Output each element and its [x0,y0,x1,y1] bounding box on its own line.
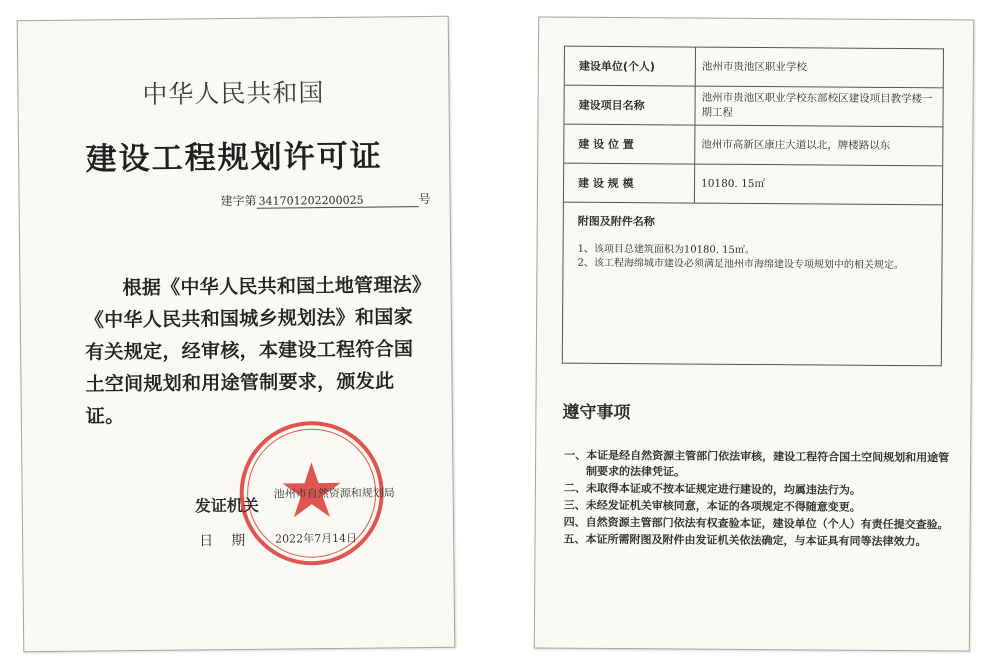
attachment-item: 2、该工程海绵城市建设必须满足池州市海绵建设专项规划中的相关规定。 [577,257,904,272]
certificate-body-text: 根据《中华人民共和国土地管理法》《中华人民共和国城乡规划法》和国家有关规定，经审核，本建设工程符合国土空间规划和用途管制要求，颁发此证。 [84,274,422,428]
notice-list [563,448,954,552]
row-value: 10180. 15㎡ [694,164,942,205]
notice-text: 本证所需附图及附件由发证机关依法确定，与本证具有同等法律效力。 [585,532,927,549]
number-prefix: 建字第 [220,193,257,209]
table-row [564,46,943,88]
attachment-row [562,202,942,366]
number-suffix: 号 [418,191,431,207]
permit-front-page [17,16,456,652]
notice-index: 四、 [563,515,586,529]
list-item [564,498,954,517]
row-value: 池州市贵池区职业学校东部校区建设项目教学楼一期工程 [695,86,943,127]
row-label: 建设单位(个人) [564,46,695,86]
list-item [564,448,954,483]
attachment-item: 1、该项目总建筑面积为10180. 15㎡。 [577,243,755,257]
notice-index: 一、 [564,448,587,462]
permit-details-page [534,16,974,651]
issuer-name: 池州市自然资源和规划局 [273,486,395,501]
row-label: 建 设 位 置 [564,124,695,164]
attachment-cell [562,202,942,366]
table-row [564,124,943,166]
list-item [564,532,954,551]
certificate-title: 建设工程规划许可证 [85,138,383,178]
date-label: 日期 [199,532,264,550]
notice-text: 自然资源主管部门依法有权查验本证，建设单位（个人）有责任提交查验。 [585,515,949,532]
certificate-number-line [221,190,431,209]
list-item [564,515,954,534]
issuer-label: 发证机关 [194,495,259,516]
row-label: 建设项目名称 [564,85,695,125]
certificate-number: 341701202200025 [257,193,419,209]
notice-text: 未取得本证或不按本证规定进行建设的，均属违法行为。 [585,481,861,497]
notice-text: 未经发证机关审核同意，本证的各项规定不得随意变更。 [585,498,861,514]
list-item [564,481,954,500]
notice-index: 二、 [563,481,586,495]
issue-date: 2022年7月14日 [275,531,358,546]
notice-title: 遵守事项 [562,402,631,424]
table-row [564,85,943,127]
row-value: 池州市贵池区职业学校 [695,47,943,88]
notice-text: 本证是经自然资源主管部门依法审核，建设工程符合国土空间规划和用途管制要求的法律凭证。 [585,448,950,479]
notice-index: 五、 [563,532,586,546]
country-name: 中华人民共和国 [142,78,325,109]
table-row [563,163,942,205]
row-value: 池州市高新区康庄大道以北，牌楼路以东 [695,125,943,166]
attachment-title: 附图及附件名称 [577,214,655,229]
project-info-table [562,46,944,367]
notice-index: 三、 [563,498,586,512]
row-label: 建 设 规 模 [563,163,694,203]
